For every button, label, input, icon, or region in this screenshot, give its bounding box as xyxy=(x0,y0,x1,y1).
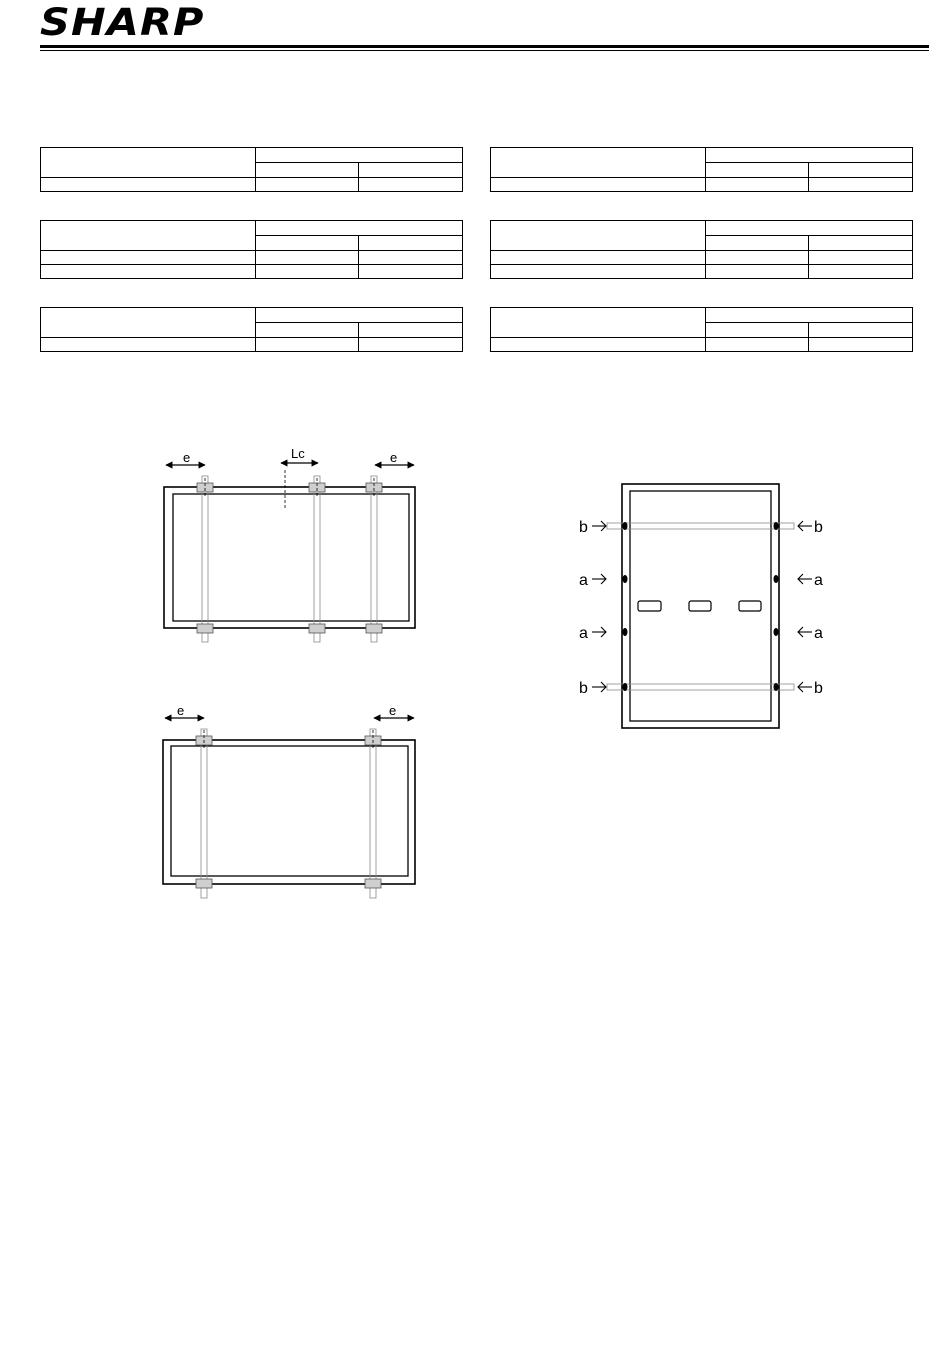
mounting-hole xyxy=(623,575,628,583)
position-label: a xyxy=(814,625,823,642)
arrow-right-icon xyxy=(592,682,606,692)
arrow-left-icon xyxy=(798,574,812,584)
arrow-right-icon xyxy=(592,574,606,584)
clamp xyxy=(365,879,381,888)
dimension-label: e xyxy=(183,450,191,465)
rail xyxy=(201,729,207,898)
panel-frame-inner xyxy=(171,746,408,876)
dimension-label: e xyxy=(389,703,397,718)
mounting-hole xyxy=(623,683,628,691)
rail xyxy=(202,476,208,642)
clamp xyxy=(366,624,382,633)
figure-three-clamps xyxy=(164,446,415,642)
arrow-left-icon xyxy=(798,521,812,531)
clamp xyxy=(309,624,325,633)
figure-back-view xyxy=(579,484,823,728)
mounting-hole xyxy=(774,522,779,530)
rail xyxy=(371,476,377,642)
clamp xyxy=(196,879,212,888)
sharp-logo: SHARP xyxy=(40,1,205,44)
mounting-hole xyxy=(774,628,779,636)
position-label: a xyxy=(579,572,588,589)
position-label: b xyxy=(579,680,588,697)
position-label: b xyxy=(814,519,823,536)
arrow-left-icon xyxy=(798,682,812,692)
mounting-hole xyxy=(623,522,628,530)
junction-box xyxy=(638,601,661,611)
mounting-hole xyxy=(623,628,628,636)
position-label: b xyxy=(814,680,823,697)
position-label: b xyxy=(579,519,588,536)
dimension-label: Lc xyxy=(291,446,305,461)
mounting-hole xyxy=(774,683,779,691)
position-label: a xyxy=(579,625,588,642)
rail xyxy=(607,523,794,529)
arrow-right-icon xyxy=(592,627,606,637)
figure-two-clamps xyxy=(163,703,415,898)
rail xyxy=(314,476,320,642)
arrow-right-icon xyxy=(592,521,606,531)
position-label: a xyxy=(814,572,823,589)
junction-box xyxy=(689,601,711,611)
dimension-label: e xyxy=(390,450,398,465)
junction-box xyxy=(739,601,761,611)
mounting-hole xyxy=(774,575,779,583)
dimension-label: e xyxy=(177,703,185,718)
arrow-left-icon xyxy=(798,627,812,637)
rail xyxy=(607,684,794,690)
clamp xyxy=(197,624,213,633)
rail xyxy=(370,729,376,898)
